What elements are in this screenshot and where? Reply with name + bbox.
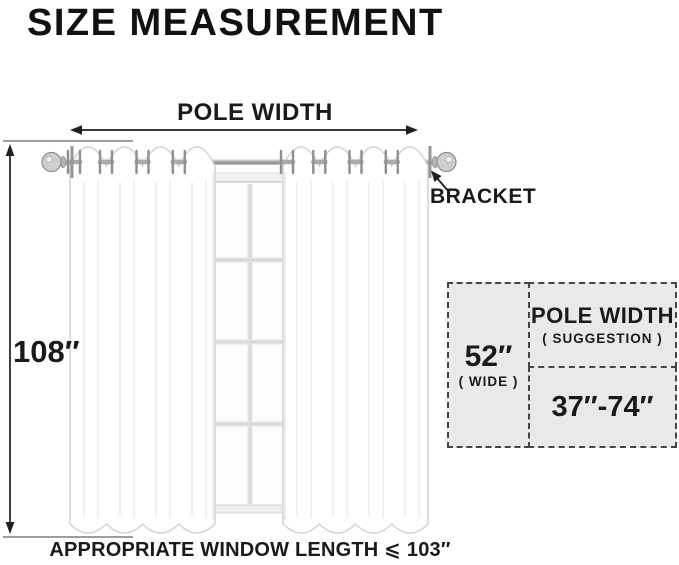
width-value: 52″ xyxy=(464,339,513,373)
bracket-label: BRACKET xyxy=(430,185,537,208)
pole-width-title: POLE WIDTH xyxy=(530,303,675,329)
spec-cell-pole-range xyxy=(528,366,677,448)
pole-width-range: 37″-74″ xyxy=(551,390,654,423)
spec-panel xyxy=(447,282,677,448)
curtain-panel-left xyxy=(70,147,215,533)
window-length-note: APPROPRIATE WINDOW LENGTH ⩽ 103″ xyxy=(49,539,451,561)
window-sill xyxy=(205,505,295,513)
width-caption: ( WIDE ) xyxy=(458,374,519,390)
curtain-height-label: 108″ xyxy=(13,334,80,369)
window-header xyxy=(204,173,296,182)
page-title: SIZE MEASUREMENT xyxy=(27,2,444,44)
spec-cell-width xyxy=(447,282,530,448)
pole-width-label: POLE WIDTH xyxy=(177,99,333,126)
spec-cell-pole-width xyxy=(528,282,677,368)
curtain-panel-right xyxy=(283,147,428,533)
rod-finial-right xyxy=(432,153,456,172)
rod-finial-left xyxy=(42,153,66,172)
pole-width-caption: ( SUGGESTION ) xyxy=(542,330,663,346)
window xyxy=(204,173,296,513)
